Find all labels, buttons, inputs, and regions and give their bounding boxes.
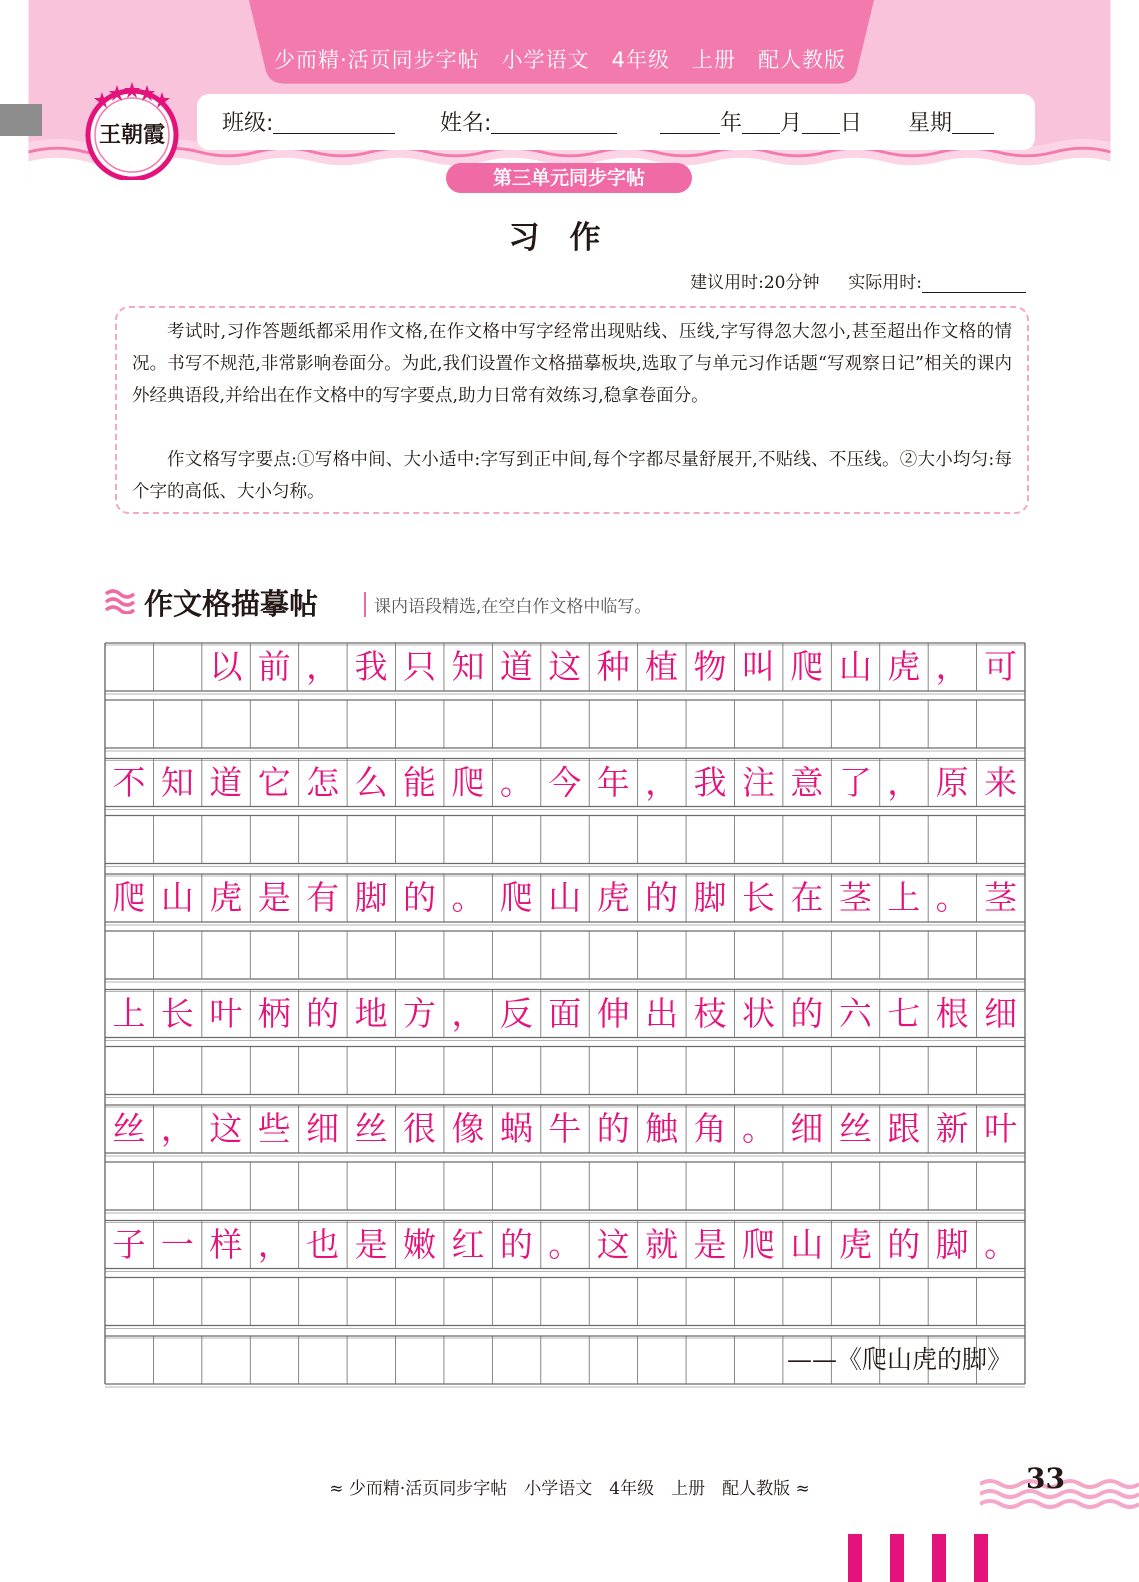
trace-character: 前 — [257, 647, 291, 686]
trace-character: 它 — [257, 762, 291, 802]
trace-character: 地 — [354, 993, 388, 1033]
trace-character: 的 — [403, 878, 437, 917]
trace-character: 。 — [984, 1224, 1018, 1264]
trace-character: 么 — [354, 762, 388, 802]
trace-character: 细 — [790, 1109, 824, 1148]
trace-character: 方 — [403, 993, 437, 1033]
trace-character: ， — [451, 993, 485, 1033]
trace-character: 长 — [160, 993, 194, 1033]
trace-character: 今 — [548, 762, 582, 802]
trace-character: 六 — [838, 993, 872, 1033]
trace-character: 道 — [209, 762, 243, 802]
trace-character: 。 — [548, 1224, 582, 1264]
trace-character: 只 — [403, 647, 437, 686]
trace-character: ， — [160, 1109, 194, 1148]
trace-character: 丝 — [112, 1109, 146, 1148]
trace-character: 。 — [741, 1109, 775, 1148]
trace-character: 怎 — [306, 762, 340, 802]
weekday-field[interactable]: 星期 — [908, 106, 994, 137]
source-attribution: ——《爬山虎的脚》 — [786, 1345, 1012, 1374]
trace-character: 叶 — [209, 993, 243, 1033]
class-field[interactable]: 班级: — [222, 106, 395, 137]
trace-character: 山 — [548, 878, 582, 917]
trace-character: 的 — [596, 1109, 630, 1148]
trace-character: 子 — [112, 1224, 146, 1264]
trace-character: 是 — [257, 878, 291, 917]
trace-character: 细 — [984, 993, 1018, 1033]
trace-character: 山 — [160, 878, 194, 917]
trace-character: 茎 — [984, 878, 1018, 917]
trace-character: 红 — [451, 1224, 485, 1264]
trace-character: 。 — [451, 878, 485, 917]
trace-character: 牛 — [548, 1109, 582, 1148]
trace-character: 种 — [596, 647, 630, 686]
trace-character: 样 — [209, 1224, 243, 1264]
trace-character: 的 — [499, 1224, 533, 1264]
trace-character: 很 — [403, 1109, 437, 1148]
trace-character: 像 — [451, 1109, 485, 1148]
trace-character: 能 — [403, 762, 437, 802]
bottom-bar-1 — [848, 1534, 862, 1582]
trace-character: 枝 — [693, 993, 727, 1033]
trace-character: 年 — [596, 762, 630, 802]
trace-character: 丝 — [354, 1109, 388, 1148]
trace-character: 爬 — [451, 762, 485, 802]
trace-character: 嫩 — [403, 1224, 437, 1264]
trace-character: 注 — [741, 762, 775, 802]
trace-character: 上 — [887, 878, 921, 917]
actual-time-label: 实际用时: — [848, 273, 922, 293]
trace-character: 状 — [741, 993, 775, 1033]
trace-character: 是 — [693, 1224, 727, 1264]
section-heading: 作文格描摹帖 — [144, 587, 319, 621]
trace-character: 根 — [935, 993, 969, 1033]
trace-character: 茎 — [838, 878, 872, 917]
section-note: 课内语段精选,在空白作文格中临写。 — [364, 592, 651, 617]
trace-character: 。 — [499, 762, 533, 802]
trace-character: 虎 — [596, 878, 630, 917]
unit-tab: 第三单元同步字帖 — [446, 163, 692, 193]
trace-character: 虎 — [838, 1224, 872, 1264]
trace-character: 知 — [451, 647, 485, 686]
trace-character: 道 — [499, 647, 533, 686]
trace-character: ， — [935, 647, 969, 686]
page-number: 33 — [1026, 1462, 1065, 1495]
trace-character: 山 — [790, 1224, 824, 1264]
bottom-bar-2 — [890, 1534, 904, 1582]
trace-character: 柄 — [257, 993, 291, 1033]
trace-character: 出 — [645, 993, 679, 1033]
trace-character: 反 — [499, 993, 533, 1033]
bottom-bar-4 — [974, 1534, 988, 1582]
trace-character: 脚 — [693, 878, 727, 917]
trace-character: 是 — [354, 1224, 388, 1264]
series-title: 少而精·活页同步字帖 小学语文 4年级 上册 配人教版 — [273, 48, 847, 72]
trace-character: 叶 — [984, 1109, 1018, 1148]
trace-character: 虎 — [887, 647, 921, 686]
trace-character: 了 — [838, 762, 872, 802]
trace-character: 爬 — [741, 1224, 775, 1264]
trace-character: 七 — [887, 993, 921, 1033]
trace-character: ， — [257, 1224, 291, 1264]
trace-character: 的 — [306, 993, 340, 1033]
trace-character: 山 — [838, 647, 872, 686]
date-field[interactable]: 年 月 日 — [660, 106, 862, 137]
trace-character: 我 — [693, 762, 727, 802]
trace-character: 。 — [935, 878, 969, 917]
trace-character: 这 — [548, 647, 582, 686]
trace-character: 爬 — [112, 878, 146, 917]
trace-character: 来 — [984, 762, 1018, 802]
trace-character: 脚 — [354, 878, 388, 917]
intro-paragraph-1: 考试时,习作答题纸都采用作文格,在作文格中写字经常出现贴线、压线,字写得忽大忽小,甚至超出作文格的情况。书写不规范,非常影响卷面分。为此,我们设置作文格描摹板块,选取了与单元习作话题“写观察日记”相关的课内外经典语段,并给出在作文格中的写字要点,助力日常有效练习,稳拿卷面分。 — [132, 322, 1012, 406]
trace-character: 面 — [548, 993, 582, 1033]
trace-character: 蜗 — [499, 1109, 533, 1148]
trace-character: 就 — [645, 1224, 679, 1264]
trace-character: 丝 — [838, 1109, 872, 1148]
trace-character: 爬 — [790, 647, 824, 686]
trace-character: ， — [645, 762, 679, 802]
trace-character: 伸 — [596, 993, 630, 1033]
footer-series: ≈ 少而精·活页同步字帖 小学语文 4年级 上册 配人教版 ≈ — [329, 1479, 810, 1499]
trace-character: 虎 — [209, 878, 243, 917]
name-field[interactable]: 姓名: — [440, 106, 617, 137]
trace-character: 物 — [693, 647, 727, 686]
trace-character: 这 — [209, 1109, 243, 1148]
trace-character: 植 — [645, 647, 679, 686]
trace-character: 有 — [306, 878, 340, 917]
trace-character: 些 — [257, 1109, 291, 1148]
trace-character: ， — [887, 762, 921, 802]
trace-character: 以 — [209, 647, 243, 686]
trace-character: 角 — [693, 1109, 727, 1148]
trace-character: 新 — [935, 1109, 969, 1148]
trace-character: 这 — [596, 1224, 630, 1264]
trace-character: 也 — [306, 1224, 340, 1264]
trace-character: 长 — [741, 878, 775, 917]
trace-character: 在 — [790, 878, 824, 917]
trace-character: 的 — [790, 993, 824, 1033]
trace-character: 我 — [354, 647, 388, 686]
page-title: 习作 — [508, 220, 631, 256]
bottom-bar-3 — [932, 1534, 946, 1582]
trace-character: 触 — [645, 1109, 679, 1148]
intro-paragraph-2: 作文格写字要点:①写格中间、大小适中:字写到正中间,每个字都尽量舒展开,不贴线、不压线。②大小均匀:每个字的高低、大小匀称。 — [132, 450, 1012, 502]
trace-character: 知 — [160, 762, 194, 802]
trace-character: 的 — [645, 878, 679, 917]
trace-character: 的 — [887, 1224, 921, 1264]
logo-text: 王朝霞 — [98, 122, 166, 148]
trace-character: 跟 — [887, 1109, 921, 1148]
trace-character: 上 — [112, 993, 146, 1033]
trace-character: ， — [306, 647, 340, 686]
trace-character: 爬 — [499, 878, 533, 917]
trace-character: 一 — [160, 1224, 194, 1264]
trace-character: 脚 — [935, 1224, 969, 1264]
suggested-time: 建议用时:20分钟 — [690, 273, 820, 293]
trace-character: 不 — [112, 762, 146, 802]
trace-character: 可 — [984, 647, 1018, 686]
trace-character: 原 — [935, 762, 969, 802]
trace-character: 细 — [306, 1109, 340, 1148]
trace-character: 叫 — [741, 647, 775, 686]
trace-character: 意 — [790, 762, 824, 802]
